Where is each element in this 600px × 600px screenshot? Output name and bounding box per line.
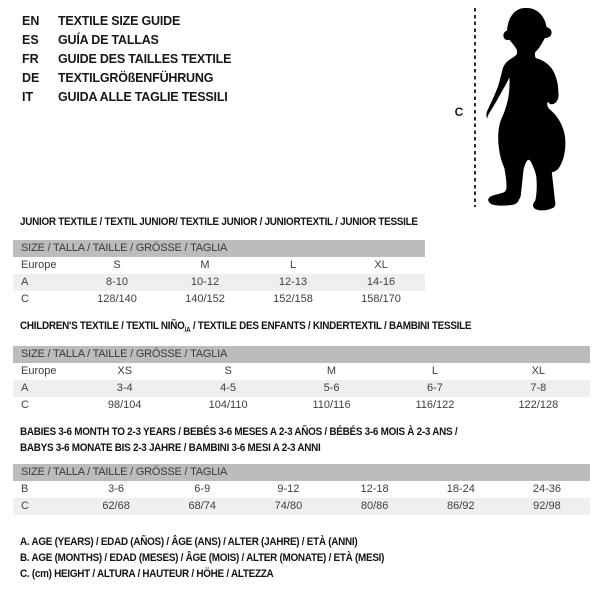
table-row xyxy=(13,363,590,380)
section-title-junior: JUNIOR TEXTILE / TEXTIL JUNIOR/ TEXTILE JUNIOR / JUNIORTEXTIL / JUNIOR TESSILE xyxy=(20,216,418,228)
row-label: Europe xyxy=(21,365,57,377)
table-cell: 5-6 xyxy=(323,382,340,394)
size-header-bar: SIZE / TALLA / TAILLE / GRÖSSE / TAGLIA xyxy=(13,240,425,257)
table-cell: 158/170 xyxy=(361,293,401,305)
section-title-babies-line1: BABIES 3-6 MONTH TO 2-3 YEARS / BEBÉS 3-6 MESES A 2-3 AÑOS / BÉBÉS 3-6 MOIS À 2-3 ANS / xyxy=(20,426,458,438)
baby-silhouette-icon xyxy=(480,0,600,215)
table-cell: 74/80 xyxy=(274,500,303,512)
size-table-children xyxy=(13,346,590,414)
language-code: IT xyxy=(22,90,34,104)
section-title-part: / TEXTILE DES ENFANTS / KINDERTEXTIL / BAMBINI TESSILE xyxy=(190,320,472,332)
table-cell: 3-6 xyxy=(108,483,125,495)
table-cell: 92/98 xyxy=(533,500,561,512)
language-row xyxy=(22,69,231,88)
table-cell: 9-12 xyxy=(277,483,300,495)
table-cell: 12-18 xyxy=(360,483,389,495)
table-cell: S xyxy=(224,365,232,377)
language-row xyxy=(22,88,231,107)
table-row xyxy=(13,274,425,291)
row-label: B xyxy=(21,483,29,495)
table-cell: 152/158 xyxy=(273,293,313,305)
table-cell: S xyxy=(113,259,121,271)
table-cell: 14-16 xyxy=(366,276,396,288)
row-label: A xyxy=(21,382,29,394)
height-measure-label: C xyxy=(454,105,464,119)
section-title-subscript: /A xyxy=(184,327,191,335)
table-cell: 24-36 xyxy=(532,483,562,495)
table-cell: XL xyxy=(531,365,546,377)
language-label: TEXTILE SIZE GUIDE xyxy=(58,14,181,28)
table-row xyxy=(13,291,425,308)
table-cell: 110/116 xyxy=(312,399,351,411)
footnote-c: C. (cm) HEIGHT / ALTURA / HAUTEUR / HÖHE / ALTEZZA xyxy=(20,568,274,580)
section-title-children xyxy=(20,320,471,334)
table-row xyxy=(13,481,590,498)
table-cell: 10-12 xyxy=(190,276,220,288)
table-cell: 62/68 xyxy=(102,500,130,512)
table-cell: 116/122 xyxy=(415,399,455,411)
row-label: C xyxy=(21,500,29,512)
table-cell: L xyxy=(289,259,297,271)
table-cell: 12-13 xyxy=(278,276,308,288)
row-label: C xyxy=(21,293,29,305)
language-code: DE xyxy=(22,71,40,85)
table-cell: 18-24 xyxy=(446,483,475,495)
table-cell: 104/110 xyxy=(208,399,248,411)
language-code: ES xyxy=(22,33,39,47)
table-row xyxy=(13,380,590,397)
table-cell: XL xyxy=(374,259,388,271)
language-row xyxy=(22,31,231,50)
row-label: Europe xyxy=(21,259,57,271)
section-title-part: CHILDREN'S TEXTILE / TEXTIL NIÑO xyxy=(20,320,185,332)
table-cell: 7-8 xyxy=(530,382,547,394)
table-cell: M xyxy=(326,365,337,377)
footnote-b: B. AGE (MONTHS) / EDAD (MESES) / ÂGE (MOIS) / ALTER (MONATE) / ETÀ (MESI) xyxy=(20,552,385,564)
size-header-bar: SIZE / TALLA / TAILLE / GRÖSSE / TAGLIA xyxy=(13,464,590,481)
table-cell: L xyxy=(431,365,438,377)
table-cell: 98/104 xyxy=(107,399,142,411)
table-row xyxy=(13,498,590,515)
table-row xyxy=(13,257,425,274)
language-list xyxy=(22,12,231,107)
language-label: GUÍA DE TALLAS xyxy=(58,33,159,47)
table-cell: 140/152 xyxy=(185,293,225,305)
language-code: EN xyxy=(22,14,40,28)
language-code: FR xyxy=(22,52,39,66)
table-cell: 128/140 xyxy=(97,293,137,305)
table-cell: 3-4 xyxy=(116,382,133,394)
language-row xyxy=(22,12,231,31)
language-label: GUIDE DES TAILLES TEXTILE xyxy=(58,52,232,66)
row-label: C xyxy=(21,399,29,411)
section-title-babies-line2: BABYS 3-6 MONATE BIS 2-3 JAHRE / BAMBINI 3-6 MESI A 2-3 ANNI xyxy=(20,442,321,454)
size-table-junior xyxy=(13,240,425,308)
table-row xyxy=(13,397,590,414)
language-label: TEXTILGRÖßENFÜHRUNG xyxy=(58,71,214,85)
table-cell: M xyxy=(200,259,210,271)
table-cell: 6-9 xyxy=(194,483,211,495)
table-cell: 6-7 xyxy=(426,382,443,394)
size-header-bar: SIZE / TALLA / TAILLE / GRÖSSE / TAGLIA xyxy=(13,346,590,363)
language-row xyxy=(22,50,231,69)
height-dashed-line xyxy=(474,8,476,207)
table-cell: 68/74 xyxy=(188,500,217,512)
language-label: GUIDA ALLE TAGLIE TESSILI xyxy=(58,90,228,104)
table-cell: 122/128 xyxy=(518,399,559,411)
table-cell: 80/86 xyxy=(360,500,389,512)
table-cell: 4-5 xyxy=(220,382,237,394)
table-cell: 8-10 xyxy=(105,276,129,288)
footnote-a: A. AGE (YEARS) / EDAD (AÑOS) / ÂGE (ANS) / ALTER (JAHRE) / ETÀ (ANNI) xyxy=(20,536,358,548)
table-cell: 86/92 xyxy=(447,500,475,512)
size-table-babies xyxy=(13,464,590,515)
row-label: A xyxy=(21,276,29,288)
table-cell: XS xyxy=(117,365,133,377)
